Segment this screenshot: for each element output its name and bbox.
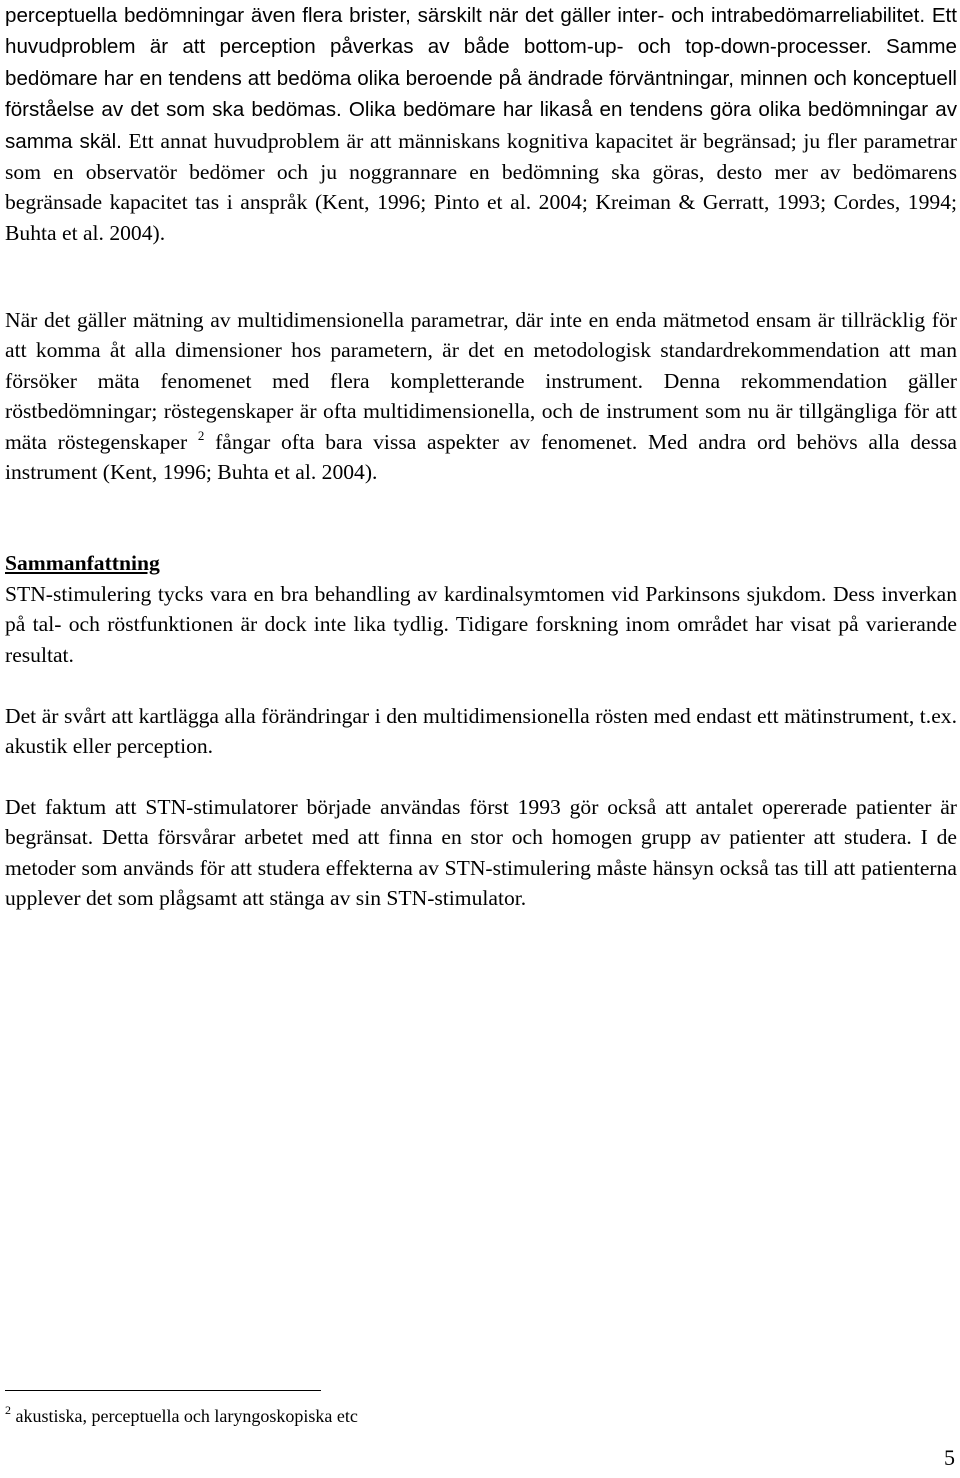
- paragraph-1-sans-part: perceptuella bedömningar även flera brister, särskilt när det gäller inter- och intrabedömarreliabilitet. Ett huvudproblem är att perception påverkas av både bottom-up- och top-down-processer. Samme bedömare har en tendens att bedöma olika beroende på ändrade förväntningar, minnen och konceptuell förståelse av det som ska bedömas. Olika bedömare har likaså en tendens göra olika bedömningar av samma skäl.: [5, 4, 957, 153]
- paragraph-2-text-after: fångar ofta bara vissa aspekter av fenomenet. Med andra ord behövs alla dessa instrument (Kent, 1996; Buhta et al. 2004).: [5, 429, 957, 485]
- footnote-text: akustiska, perceptuella och laryngoskopiska etc: [11, 1406, 358, 1426]
- paragraph-perception-limitations: [5, 0, 957, 248]
- footnote-separator: [5, 1390, 321, 1391]
- paragraph-multidimensional-measurement: [5, 305, 957, 487]
- paragraph-mapping-changes: Det är svårt att kartlägga alla förändringar i den multidimensionella rösten med endast ett mätinstrument, t.ex. akustik eller perception.: [5, 704, 957, 759]
- footnote: [5, 1404, 358, 1428]
- footnote-marker: 2: [5, 1403, 11, 1417]
- footnote-reference[interactable]: 2: [197, 427, 205, 443]
- paragraph-stn-since-1993: Det faktum att STN-stimulatorer började användas först 1993 gör också att antalet opererade patienter är begränsat. Detta försvårar arbetet med att finna en stor och homogen grupp av patienter att studera. I de metoder som används för att studera effekterna av STN-stimulering måste hänsyn också tas till att patienterna upplever det som plågsamt att stänga av sin STN-stimulator.: [5, 795, 957, 911]
- paragraph-summary-stn: STN-stimulering tycks vara en bra behandling av kardinalsymtomen vid Parkinsons sjukdom. Dess inverkan på tal- och röstfunktionen är dock inte lika tydlig. Tidigare forskning inom området har visat på varierande resultat.: [5, 582, 957, 667]
- page-number: 5: [944, 1445, 955, 1470]
- section-heading-summary: Sammanfattning: [5, 551, 160, 575]
- paragraph-1-serif-part: Ett annat huvudproblem är att människans kognitiva kapacitet är begränsad; ju fler parametrar som en observatör bedömer och ju noggrannare en bedömning ska göras, desto mer av bedömarens begränsade kapacitet tas i anspråk (Kent, 1996; Pinto et al. 2004; Kreiman & Gerratt, 1993; Cordes, 1994; Buhta et al. 2004).: [5, 128, 957, 245]
- paragraph-2-text-before: När det gäller mätning av multidimensionella parametrar, där inte en enda mätmetod ensam är tillräcklig för att komma åt alla dimensioner hos parametern, är det en metodologisk standardrekommendation att man försöker mäta fenomenet med flera kompletterande instrument. Denna rekommendation gäller röstbedömningar; röstegenskaper är ofta multidimensionella, och de instrument som nu är tillgängliga för att mäta röstegenskaper: [5, 308, 957, 454]
